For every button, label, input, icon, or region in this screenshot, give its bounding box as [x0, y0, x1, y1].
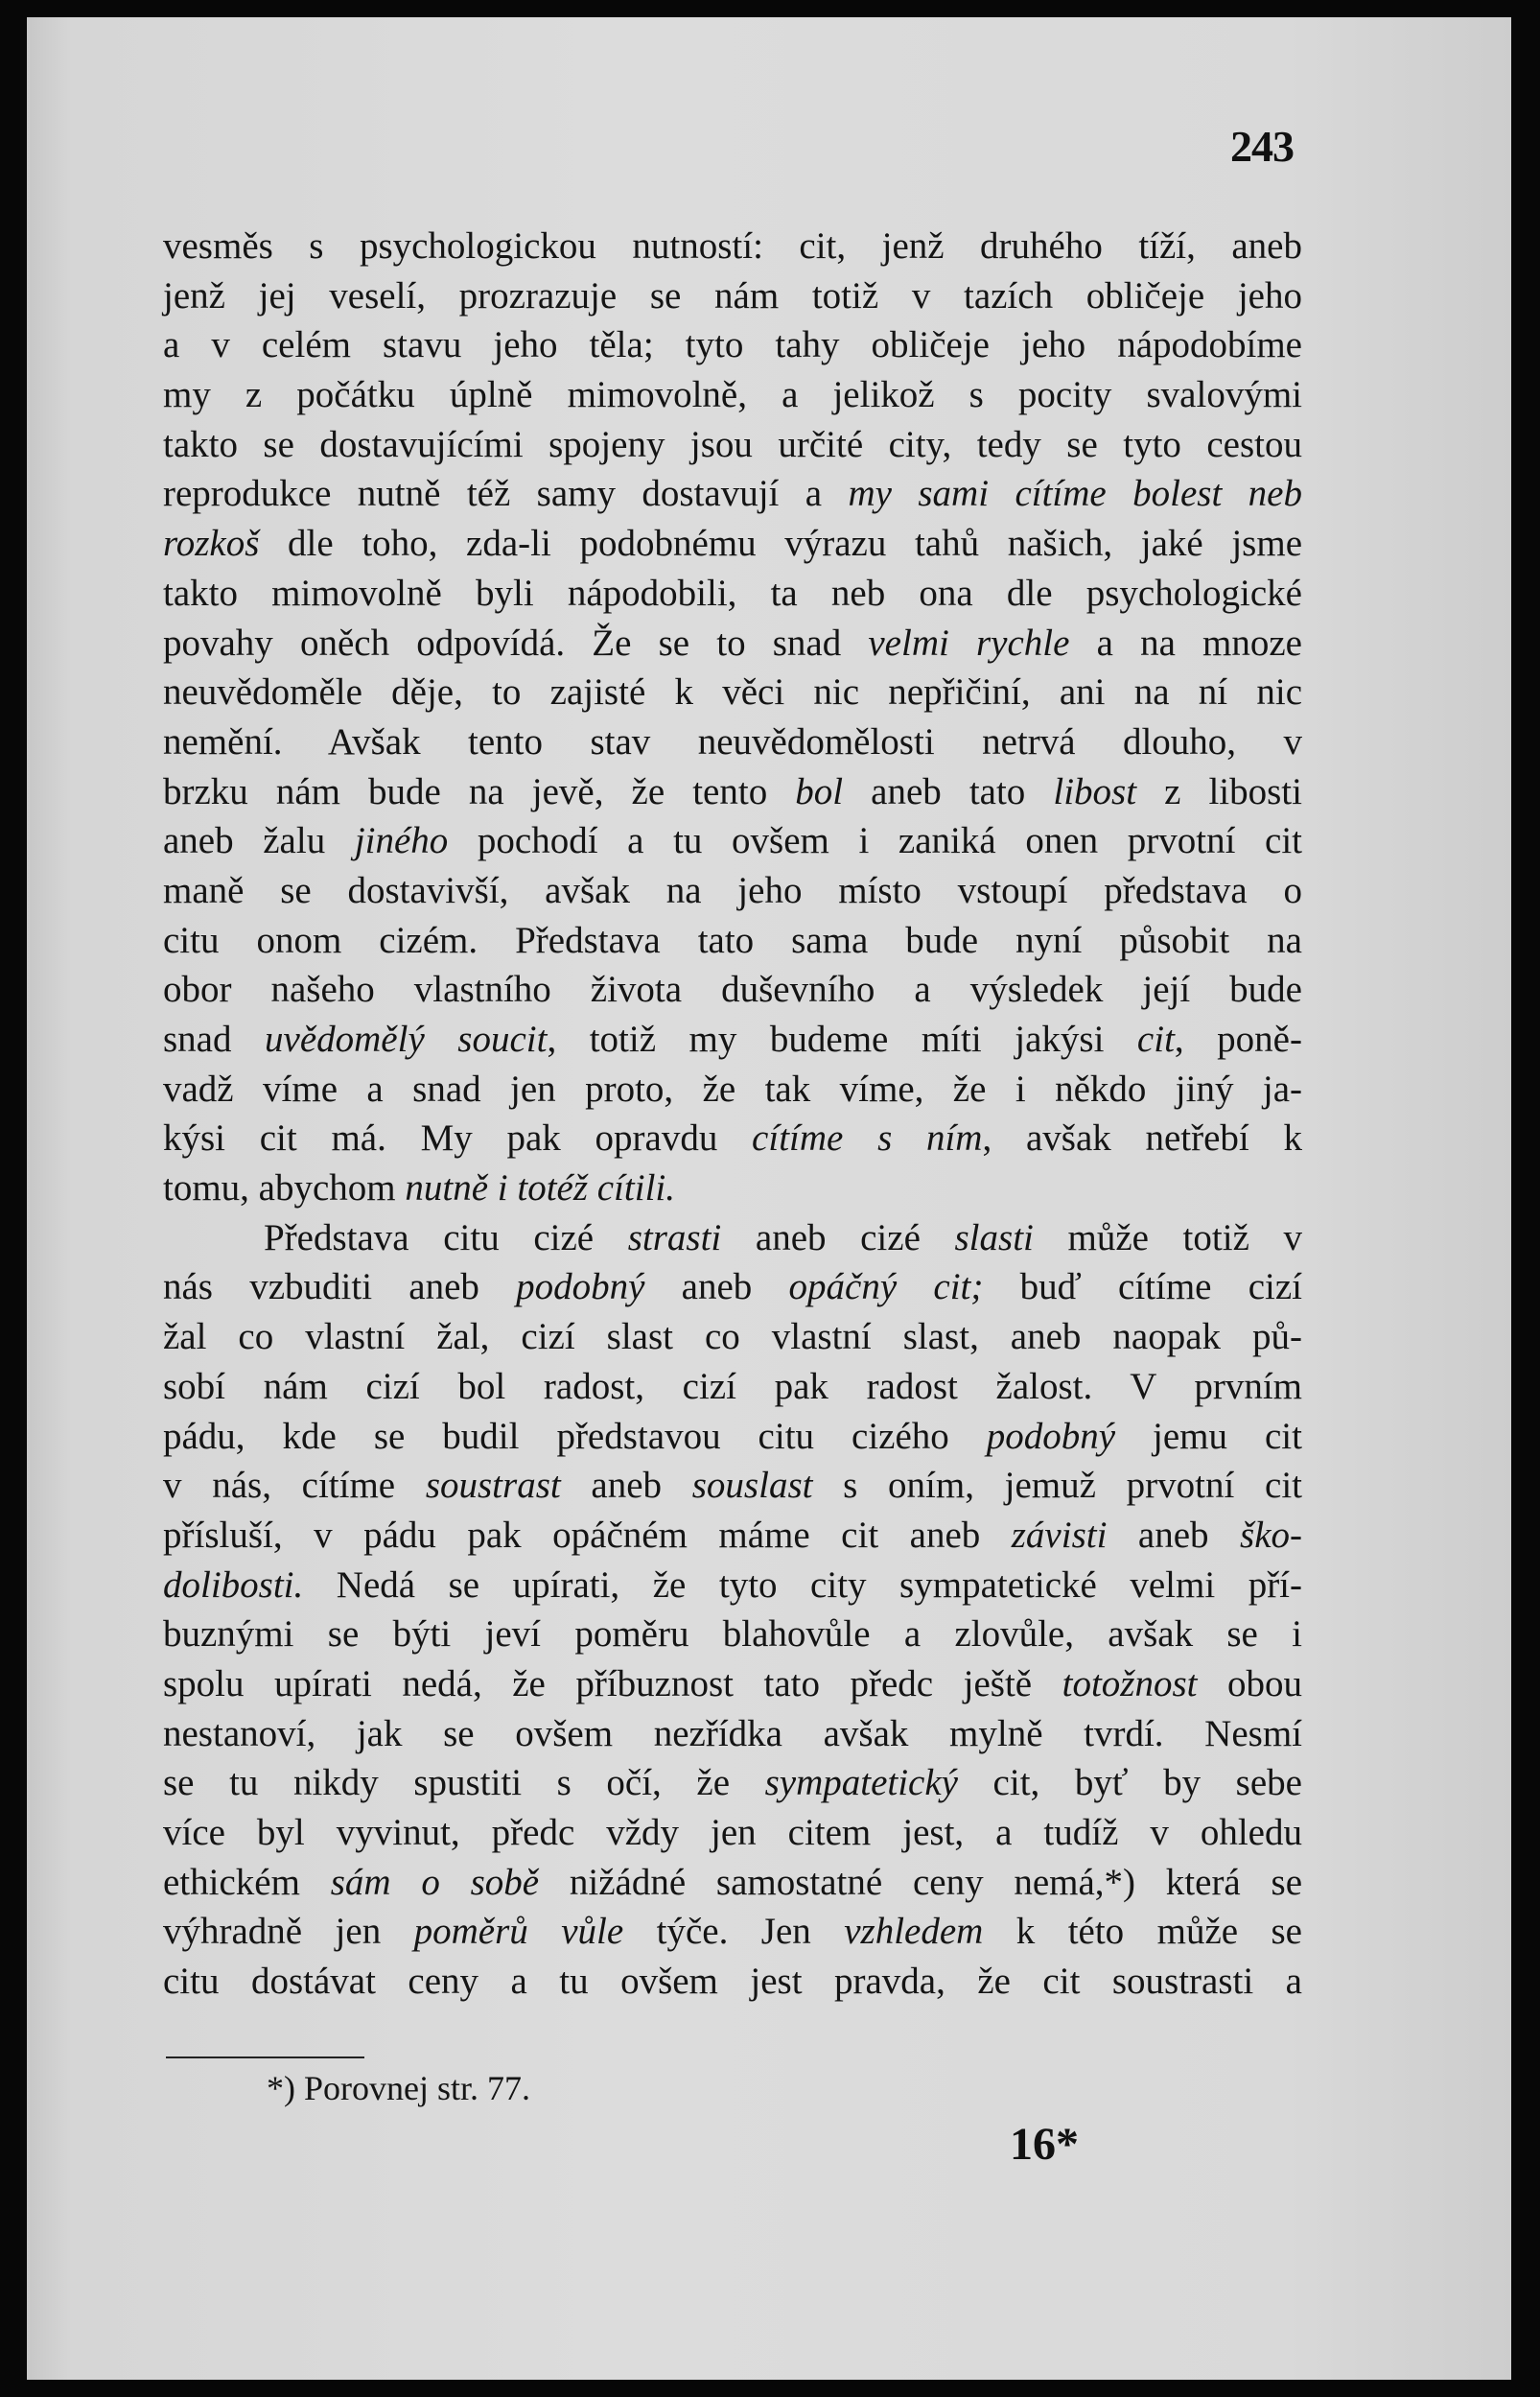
text-line: brzku nám bude na jevě, že tento bol aneb tato libost z libosti: [163, 770, 1302, 812]
footnote: *) Porovnej str. 77.: [267, 2069, 530, 2107]
text-line: rozkoš dle toho, zda-li podobnému výrazu tahů našich, jaké jsme: [163, 523, 1302, 565]
text-line: vesměs s psychologickou nutností: cit, jenž druhého tíží, aneb: [163, 225, 1302, 267]
text-line: buznými se býti jeví poměru blahovůle a zlovůle, avšak se i: [163, 1613, 1302, 1656]
text-line: v nás, cítíme soustrast aneb souslast s oním, jemuž prvotní cit: [163, 1465, 1303, 1507]
book-page: [27, 17, 1511, 2380]
text-line: se tu nikdy spustiti s očí, že sympatetický cit, byť by sebe: [163, 1762, 1302, 1804]
text-line: spolu upírati nedá, že příbuznost tato předc ještě totožnost obou: [163, 1662, 1302, 1704]
text-line: my z počátku úplně mimovolně, a jelikož s pocity svalovými: [163, 374, 1302, 416]
text-line: kýsi cit má. My pak opravdu cítíme s ním, avšak netřebí k: [163, 1117, 1302, 1160]
text-line: a v celém stavu jeho těla; tyto tahy obličeje jeho nápodobíme: [163, 324, 1302, 366]
text-line: ethickém sám o sobě nižádné samostatné ceny nemá,*) která se: [163, 1861, 1302, 1903]
text-line: nemění. Avšak tento stav neuvědomělosti netrvá dlouho, v: [163, 720, 1302, 763]
text-line: maně se dostavivší, avšak na jeho místo vstoupí představa o: [163, 869, 1302, 911]
text-line: pádu, kde se budil představou citu cizého podobný jemu cit: [163, 1415, 1302, 1457]
text-line: přísluší, v pádu pak opáčném máme cit aneb závisti aneb ško-: [163, 1514, 1302, 1556]
text-line: snad uvědomělý soucit, totiž my budeme míti jakýsi cit, poně-: [163, 1019, 1302, 1060]
text-line: více byl vyvinut, předc vždy jen citem jest, a tudíž v ohledu: [163, 1812, 1302, 1853]
text-line: takto se dostavujícími spojeny jsou určité city, tedy se tyto cestou: [163, 423, 1302, 465]
paragraph-start-line: Představa citu cizé strasti aneb cizé slasti může totiž v: [264, 1216, 1302, 1258]
text-line: žal co vlastní žal, cizí slast co vlastní slast, aneb naopak pů-: [163, 1316, 1302, 1358]
text-line: dolibosti. Nedá se upírati, že tyto city sympatetické velmi pří-: [163, 1563, 1302, 1606]
text-line: citu dostávat ceny a tu ovšem jest pravda, že cit soustrasti a: [163, 1961, 1302, 2003]
text-line: nás vzbuditi aneb podobný aneb opáčný cit; buď cítíme cizí: [163, 1266, 1303, 1308]
text-line: vadž víme a snad jen proto, že tak víme, že i někdo jiný ja-: [163, 1068, 1302, 1110]
signature-mark: 16*: [1010, 2119, 1079, 2170]
page-number: 243: [1230, 122, 1294, 171]
text-line: obor našeho vlastního života duševního a výsledek její bude: [163, 969, 1302, 1011]
text-line: citu onom cizém. Představa tato sama bude nyní působit na: [163, 919, 1302, 961]
text-line: nestanoví, jak se ovšem nezřídka avšak mylně tvrdí. Nesmí: [163, 1712, 1302, 1754]
text-line: aneb žalu jiného pochodí a tu ovšem i zaniká onen prvotní cit: [163, 820, 1302, 862]
text-line: reprodukce nutně též samy dostavují a my sami cítíme bolest neb: [163, 473, 1302, 515]
text-line: jenž jej veselí, prozrazuje se nám totiž v tazích obličeje jeho: [163, 274, 1302, 317]
text-line: tomu, abychom nutně i totéž cítili.: [163, 1167, 676, 1210]
text-line: takto mimovolně byli nápodobili, ta neb ona dle psychologické: [163, 572, 1302, 614]
text-line: výhradně jen poměrů vůle týče. Jen vzhledem k této může se: [163, 1911, 1302, 1953]
footnote-rule: [166, 2056, 364, 2058]
text-line: povahy oněch odpovídá. Že se to snad velmi rychle a na mnoze: [163, 622, 1302, 664]
text-line: neuvědoměle děje, to zajisté k věci nic nepřičiní, ani na ní nic: [163, 671, 1302, 714]
body-text: [163, 222, 1302, 2007]
text-line: sobí nám cizí bol radost, cizí pak radost žalost. V prvním: [163, 1365, 1302, 1407]
